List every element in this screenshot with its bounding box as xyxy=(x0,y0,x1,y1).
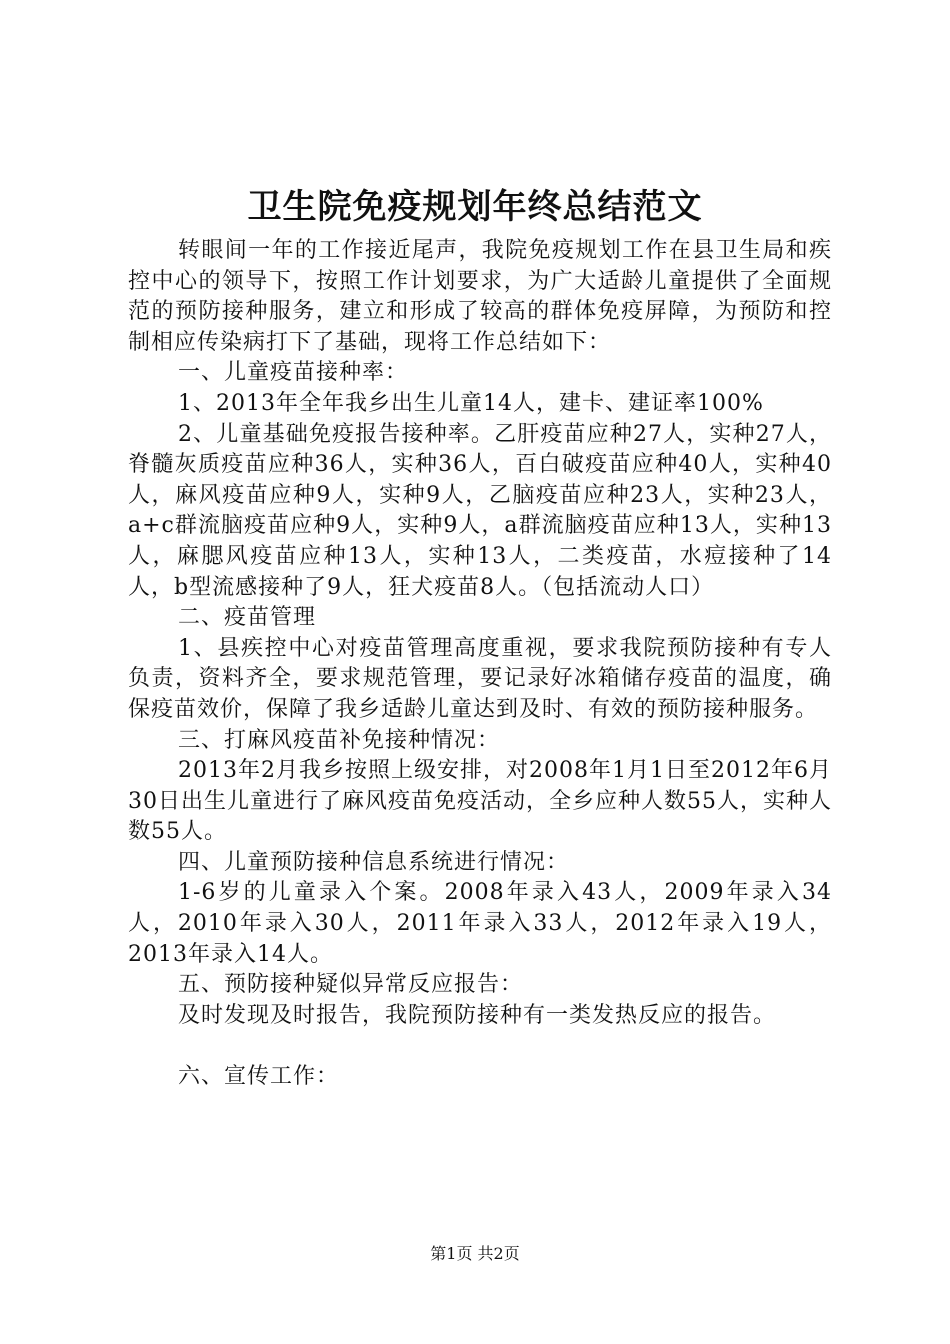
section-1-item-1: 1、2013年全年我乡出生儿童14人，建卡、建证率100% xyxy=(178,390,764,416)
section-1-item-2: 2、儿童基础免疫报告接种率。乙肝疫苗应种27人，实种27人，脊髓灰质疫苗应种36人，实种36人，百白破疫苗应种40人，实种40人，麻风疫苗应种9人，实种9人，乙脑疫苗应种23人，实种23人，a+c群流脑疫苗应种9人，实种9人，a群流脑疫苗应种13人，实种13人，麻腮风疫苗应种13人，实种13人，二类疫苗，水痘接种了14人，b型流感接种了9人，狂犬疫苗8人。（包括流动人口） xyxy=(128,421,832,600)
document-body xyxy=(128,236,832,1093)
section-2-item-1: 1、县疾控中心对疫苗管理高度重视，要求我院预防接种有专人负责，资料齐全，要求规范管理，要记录好冰箱储存疫苗的温度，确保疫苗效价，保障了我乡适龄儿童达到及时、有效的预防接种服务。 xyxy=(128,635,832,722)
section-5-paragraph: 及时发现及时报告，我院预防接种有一类发热反应的报告。 xyxy=(178,1002,777,1028)
page-footer: 第1页 共2页 xyxy=(430,1244,520,1263)
section-heading-5: 五、预防接种疑似异常反应报告： xyxy=(178,972,524,998)
document-title: 卫生院免疫规划年终总结范文 xyxy=(247,187,703,227)
intro-paragraph: 转眼间一年的工作接近尾声，我院免疫规划工作在县卫生局和疾控中心的领导下，按照工作计划要求，为广大适龄儿童提供了全面规范的预防接种服务，建立和形成了较高的群体免疫屏障，为预防和控制相应传染病打下了基础，现将工作总结如下： xyxy=(128,238,832,355)
section-heading-6: 六、宣传工作： xyxy=(178,1064,340,1090)
section-heading-1: 一、儿童疫苗接种率： xyxy=(178,360,409,386)
section-heading-2: 二、疫苗管理 xyxy=(178,605,317,631)
section-3-paragraph: 2013年2月我乡按照上级安排，对2008年1月1日至2012年6月30日出生儿童进行了麻风疫苗免疫活动，全乡应种人数55人，实种人数55人。 xyxy=(128,758,832,845)
section-heading-3: 三、打麻风疫苗补免接种情况： xyxy=(178,727,501,753)
section-heading-4: 四、儿童预防接种信息系统进行情况： xyxy=(178,849,570,875)
paragraph-gap xyxy=(128,1031,832,1062)
section-4-paragraph: 1-6岁的儿童录入个案。2008年录入43人，2009年录入34人，2010年录入30人，2011年录入33人，2012年录入19人，2013年录入14人。 xyxy=(128,880,832,967)
